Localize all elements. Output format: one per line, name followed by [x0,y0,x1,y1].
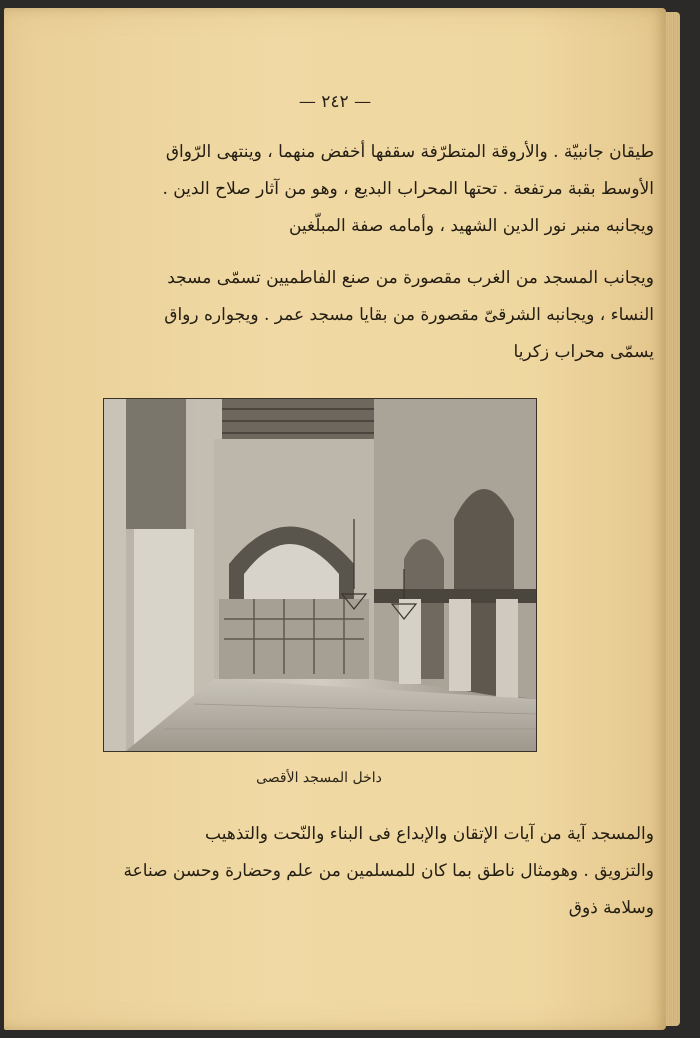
paragraph-line: ويجانبه منبر نور الدين الشهيد ، وأمامه صفة المبلّغين [288,216,654,236]
paragraph-line: يسمّى محراب زكريا [513,342,654,362]
paragraph-line: والتزويق . وهومثال ناطق بما كان للمسلمين من علم وحضارة وحسن صناعة [123,861,654,881]
paragraph-2 [66,260,654,371]
paragraph-1 [66,134,654,245]
mosque-interior-photo [103,398,537,752]
page-edge [666,12,680,1026]
paragraph-3 [66,816,654,927]
photo-caption: داخل المسجد الأقصى [256,770,382,786]
paragraph-line: الأوسط بقبة مرتفعة . تحتها المحراب البديع ، وهو من آثار صلاح الدين . [162,179,654,199]
paragraph-line: وسلامة ذوق [568,898,654,918]
page-number: — ٢٤٢ — [298,92,372,112]
paragraph-line: والمسجد آية من آيات الإتقان والإبداع فى البناء والنّحت والتذهيب [205,824,654,844]
paragraph-line: النساء ، ويجانبه الشرقىّ مقصورة من بقايا مسجد عمر . ويجواره رواق [164,305,654,325]
paragraph-line: طيقان جانبيّة . والأروقة المتطرّفة سقفها أخفض منهما ، وينتهى الرّواق [165,142,654,162]
book-page [4,8,666,1030]
paragraph-line: ويجانب المسجد من الغرب مقصورة من صنع الفاطميين تسمّى مسجد [167,268,654,288]
